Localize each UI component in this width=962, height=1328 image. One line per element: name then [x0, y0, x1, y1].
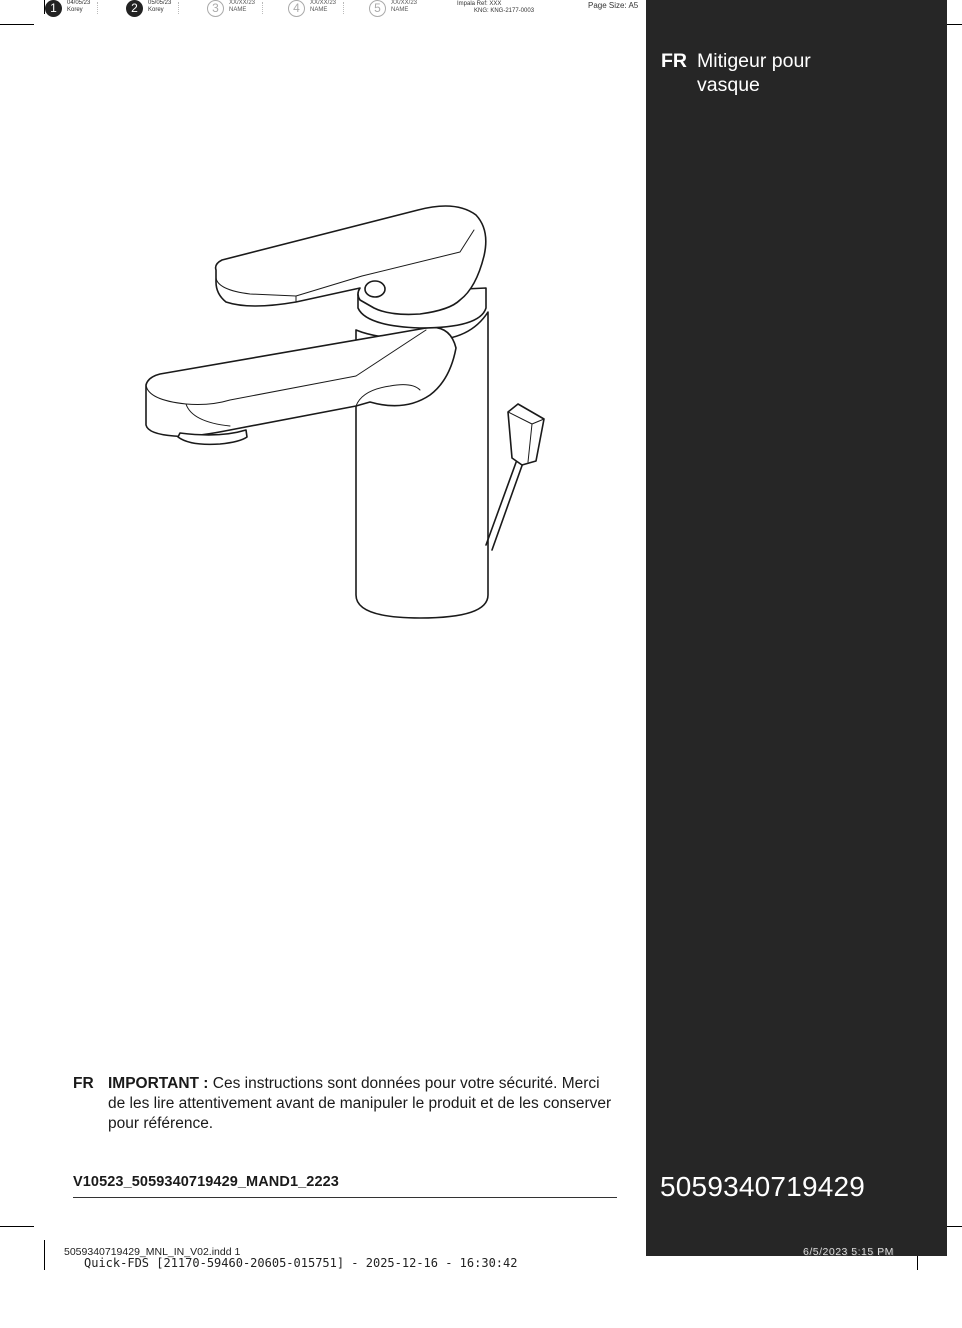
indd-filename: 5059340719429_MNL_IN_V02.indd 1 — [64, 1246, 241, 1258]
kng-ref: KNG: KNG-2177-0003 — [474, 8, 535, 14]
product-title-line2: vasque — [697, 74, 760, 96]
important-language-code: FR — [73, 1075, 94, 1092]
product-title — [661, 49, 811, 96]
page-size: Page Size: A5 — [588, 1, 639, 10]
crop-mark — [44, 0, 45, 14]
revision-number: 4 — [288, 0, 305, 17]
revision-name: NAME — [391, 6, 409, 13]
revision-date: XX/XX/23 — [391, 0, 418, 6]
crop-mark — [0, 24, 34, 25]
crop-mark — [44, 1240, 45, 1270]
revision-name: Korey — [148, 6, 164, 13]
revision-name: NAME — [229, 6, 247, 13]
divider — [73, 1197, 617, 1198]
revision-number: 2 — [126, 0, 143, 17]
revision-4 — [288, 0, 336, 16]
revision-name: Korey — [67, 6, 83, 13]
crop-mark — [0, 1226, 34, 1227]
language-code: FR — [661, 50, 687, 72]
revision-date: 05/05/23 — [148, 0, 172, 6]
document-reference: V10523_5059340719429_MAND1_2223 — [73, 1174, 339, 1190]
cover-side-panel — [646, 0, 947, 1256]
product-title-line1: Mitigeur pour — [697, 50, 811, 72]
revision-number: 3 — [207, 0, 224, 17]
revision-date: XX/XX/23 — [310, 0, 337, 6]
important-label: IMPORTANT : — [108, 1075, 209, 1092]
revision-name: NAME — [310, 6, 328, 13]
revision-date: XX/XX/23 — [229, 0, 256, 6]
print-timestamp: 6/5/2023 5:15 PM — [803, 1246, 894, 1258]
quick-fds-stamp: Quick-FDS [21170-59460-20605-015751] - 2025-12-16 - 16:30:42 — [84, 1256, 518, 1270]
revision-number: 1 — [45, 0, 62, 17]
popup-rod — [486, 457, 518, 545]
ean-number: 5059340719429 — [660, 1171, 866, 1202]
lever-handle — [216, 206, 486, 314]
basin-mixer-tap-illustration — [130, 190, 560, 630]
revision-number: 5 — [369, 0, 386, 17]
impala-ref: Impala Ref: XXX — [457, 1, 502, 7]
revision-date: 04/05/23 — [67, 0, 91, 6]
popup-knob — [508, 404, 544, 465]
revision-1 — [45, 0, 90, 16]
important-text: Ces instructions sont données pour votre sécurité. Merci de les lire attentivement avant de manipuler le produit et de les conserver pour référence. — [108, 1075, 612, 1132]
revision-3 — [207, 0, 255, 16]
revision-5 — [369, 0, 417, 16]
lever-pivot — [365, 281, 385, 297]
revision-2 — [126, 0, 171, 16]
